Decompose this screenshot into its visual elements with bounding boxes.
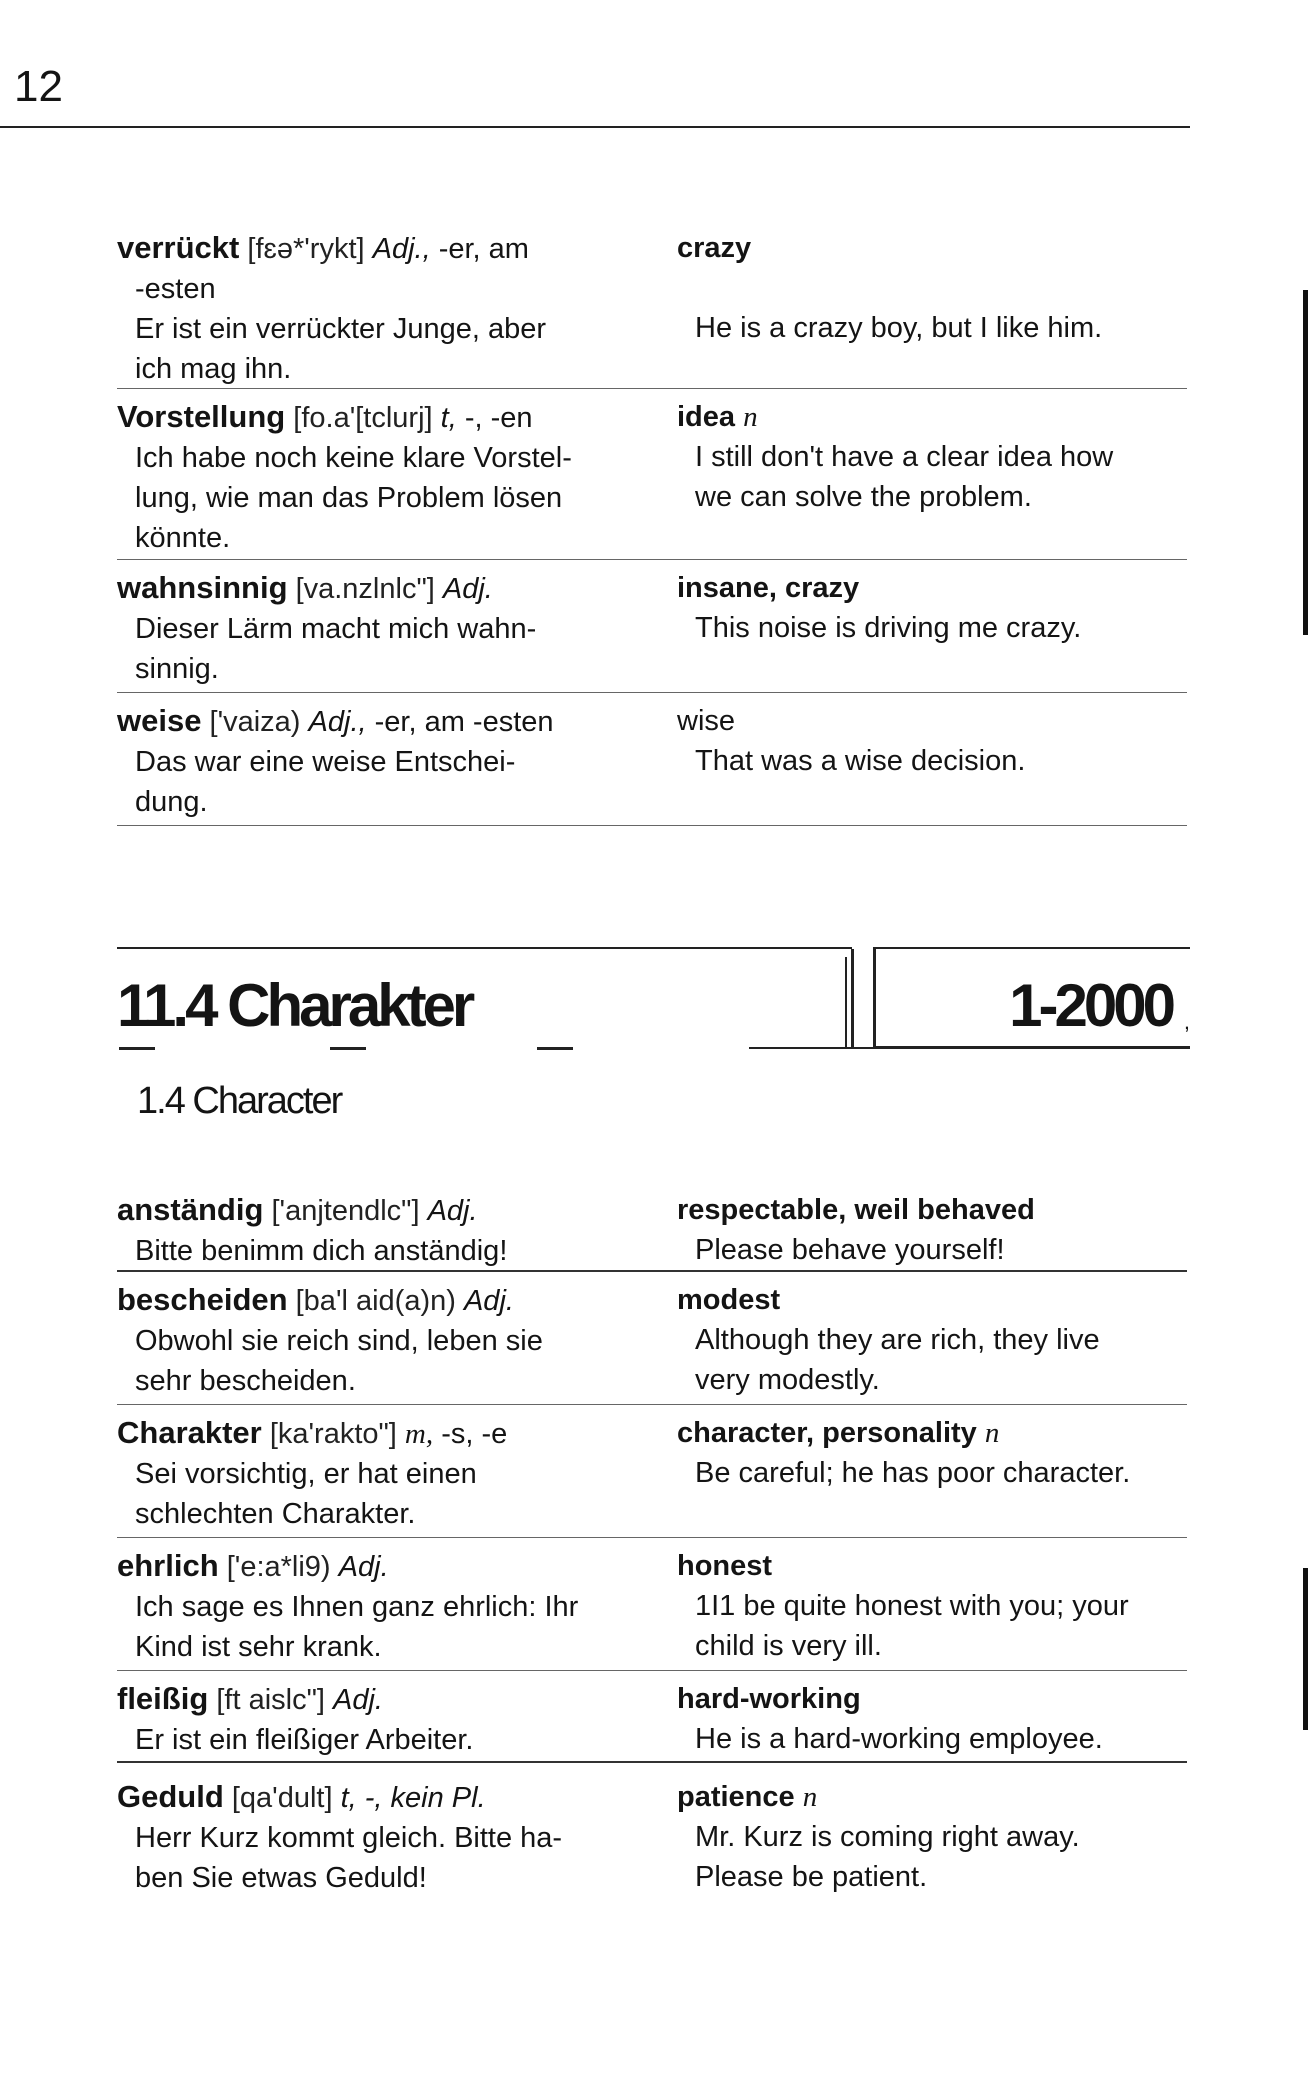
example-line: Sei vorsichtig, er hat einen — [135, 1458, 477, 1490]
headword: Geduld — [117, 1779, 224, 1814]
word-forms: -er, am — [438, 233, 529, 265]
headword: fleißig — [117, 1681, 209, 1716]
header-frame-inner — [845, 957, 847, 1049]
example-en — [677, 1719, 1187, 1759]
german-column — [117, 1546, 677, 1670]
section-range: 1-2000 — [1009, 972, 1172, 1039]
headword: Vorstellung — [117, 399, 286, 434]
vocab-entry — [117, 1763, 1187, 1893]
example-en — [677, 308, 1187, 348]
vocab-entry — [117, 1405, 1187, 1538]
example-line: Mr. Kurz is coming right away. — [695, 1821, 1080, 1853]
example-line: ich mag ihn. — [135, 353, 292, 385]
example-line: Kind ist sehr krank. — [135, 1631, 382, 1663]
grammar-tag: n — [984, 1417, 1000, 1449]
pronunciation: [va.nzlnlc"] — [295, 573, 435, 605]
german-column — [117, 1777, 677, 1893]
english-column — [677, 1546, 1187, 1670]
example-line: child is very ill. — [695, 1630, 882, 1662]
word-forms-cont: -esten — [135, 273, 216, 305]
example-line: Herr Kurz kommt gleich. Bitte ha- — [135, 1822, 563, 1854]
word-forms: -, kein Pl. — [364, 1782, 486, 1814]
translation: crazy — [677, 232, 752, 264]
section-mark: , — [1183, 1009, 1190, 1034]
example-en — [677, 437, 1187, 517]
vocab-entry — [117, 228, 1187, 389]
headword: wahnsinnig — [117, 570, 288, 605]
headword: anständig — [117, 1192, 264, 1227]
vocab-entry — [117, 1538, 1187, 1671]
example-line: Ich habe noch keine klare Vorstel- — [135, 442, 572, 474]
example-line: very modestly. — [695, 1364, 880, 1396]
word-forms: -er, am -esten — [374, 706, 554, 738]
translation: character, personality — [677, 1417, 977, 1449]
example-line: ben Sie etwas Geduld! — [135, 1862, 427, 1894]
example-line: Bitte benimm dich anständig! — [135, 1235, 508, 1267]
translation: respectable, weil behaved — [677, 1194, 1035, 1226]
word-forms: -, -en — [464, 402, 533, 434]
example-en — [677, 1453, 1187, 1493]
pronunciation: [fo.a'[tclurj] — [293, 402, 433, 434]
example-line: 1I1 be quite honest with you; your — [695, 1590, 1129, 1622]
thumb-index-bar — [1303, 1568, 1308, 1730]
headword: verrückt — [117, 230, 240, 265]
grammar-tag: Adj., — [308, 706, 367, 738]
vocab-entry — [117, 693, 1187, 826]
example-de — [117, 1818, 649, 1898]
example-en — [677, 608, 1187, 648]
english-column — [677, 1190, 1187, 1270]
german-column — [117, 397, 677, 559]
headword: weise — [117, 703, 202, 738]
example-line: Please be patient. — [695, 1861, 928, 1893]
grammar-tag: t, — [340, 1782, 357, 1814]
header-bottom-rule — [749, 1047, 1190, 1049]
german-column — [117, 1280, 677, 1404]
pronunciation: [ba'l aid(a)n) — [295, 1285, 456, 1317]
vocab-entry — [117, 1671, 1187, 1763]
grammar-tag: n — [802, 1781, 818, 1813]
example-de — [117, 1321, 649, 1401]
example-line: Er ist ein verrückter Junge, aber — [135, 313, 547, 345]
title-underline — [330, 1047, 366, 1050]
english-column — [677, 1280, 1187, 1404]
example-de — [117, 1587, 649, 1667]
example-line: Ich sage es Ihnen ganz ehrlich: Ihr — [135, 1591, 579, 1623]
header-rule — [0, 126, 1190, 128]
example-line: sinnig. — [135, 653, 219, 685]
grammar-tag: Adj. — [442, 573, 493, 605]
grammar-tag: n — [743, 401, 758, 433]
grammar-tag: Adj., — [372, 233, 431, 265]
vocab-entry — [117, 560, 1187, 693]
pronunciation: [ka'rakto"] — [269, 1418, 397, 1450]
grammar-tag: Adj. — [333, 1684, 383, 1716]
example-line: This noise is driving me crazy. — [695, 612, 1082, 644]
translation: modest — [677, 1284, 781, 1316]
example-line: Please behave yourself! — [695, 1234, 1005, 1266]
grammar-tag: t, — [440, 402, 457, 434]
grammar-tag: Adj. — [427, 1195, 478, 1227]
example-line: I still don't have a clear idea how — [695, 441, 1114, 473]
german-column — [117, 1190, 677, 1270]
english-column — [677, 1413, 1187, 1537]
example-line: He is a crazy boy, but I like him. — [695, 312, 1103, 344]
section-subtitle: 1.4 Character — [137, 1080, 342, 1122]
vocab-entry — [117, 1190, 1187, 1272]
german-column — [117, 568, 677, 692]
headword: bescheiden — [117, 1282, 288, 1317]
example-de — [117, 1231, 649, 1271]
example-line: we can solve the problem. — [695, 481, 1032, 513]
headword: Charakter — [117, 1415, 262, 1450]
example-en — [677, 1817, 1187, 1897]
pronunciation: ['anjtendlc"] — [271, 1195, 420, 1227]
example-de — [117, 309, 649, 389]
example-line: lung, wie man das Problem lösen — [135, 482, 563, 514]
example-de — [117, 438, 649, 558]
german-column — [117, 1413, 677, 1537]
german-column — [117, 1679, 677, 1761]
example-line: Although they are rich, they live — [695, 1324, 1100, 1356]
english-column — [677, 1679, 1187, 1761]
example-line: Er ist ein fleißiger Arbeiter. — [135, 1724, 474, 1756]
example-de — [117, 1720, 649, 1760]
translation: patience — [677, 1781, 795, 1813]
header-top-rule — [117, 947, 852, 949]
example-line: He is a hard-working employee. — [695, 1723, 1103, 1755]
page-number: 12 — [14, 62, 63, 111]
example-line: Be careful; he has poor character. — [695, 1457, 1131, 1489]
example-line: Obwohl sie reich sind, leben sie — [135, 1325, 543, 1357]
translation: idea — [677, 401, 736, 433]
translation: wise — [677, 705, 736, 737]
example-de — [117, 1454, 649, 1534]
grammar-tag: Adj. — [338, 1551, 389, 1583]
example-line: sehr bescheiden. — [135, 1365, 356, 1397]
example-line: That was a wise decision. — [695, 745, 1026, 777]
grammar-tag: Adj. — [463, 1285, 514, 1317]
thumb-index-bar — [1303, 290, 1308, 635]
example-en — [677, 1586, 1187, 1666]
pronunciation: ['vaiza) — [209, 706, 301, 738]
word-forms: -s, -e — [441, 1418, 508, 1450]
title-underline — [537, 1047, 573, 1050]
example-en — [677, 741, 1187, 781]
section-header — [117, 947, 1190, 1052]
header-frame — [749, 949, 854, 1049]
example-line: schlechten Charakter. — [135, 1498, 416, 1530]
english-column — [677, 228, 1187, 388]
example-line: Das war eine weise Entschei- — [135, 746, 516, 778]
example-de — [117, 742, 649, 822]
example-line: Dieser Lärm macht mich wahn- — [135, 613, 537, 645]
section-title: 11.4 Charakter — [117, 972, 472, 1039]
example-en — [677, 1230, 1187, 1270]
example-en — [677, 1320, 1187, 1400]
pronunciation: ['e:a*li9) — [226, 1551, 331, 1583]
vocab-list-bottom — [117, 1190, 1187, 1893]
english-column — [677, 701, 1187, 825]
vocab-entry — [117, 1272, 1187, 1405]
english-column — [677, 568, 1187, 692]
example-line: könnte. — [135, 522, 231, 554]
english-column — [677, 397, 1187, 559]
german-column — [117, 701, 677, 825]
example-line: dung. — [135, 786, 208, 818]
headword: ehrlich — [117, 1548, 219, 1583]
vocab-list-top — [117, 228, 1187, 826]
pronunciation: [fɛə*'rykt] — [247, 233, 365, 265]
pronunciation: [ft aislc"] — [216, 1684, 325, 1716]
example-de — [117, 609, 649, 689]
pronunciation: [qa'dult] — [231, 1782, 333, 1814]
translation: hard-working — [677, 1683, 861, 1715]
vocab-entry — [117, 389, 1187, 560]
german-column — [117, 228, 677, 388]
grammar-tag: m, — [404, 1418, 434, 1450]
english-column — [677, 1777, 1187, 1893]
title-underline — [119, 1047, 155, 1050]
translation: honest — [677, 1550, 773, 1582]
translation: insane, crazy — [677, 572, 860, 604]
